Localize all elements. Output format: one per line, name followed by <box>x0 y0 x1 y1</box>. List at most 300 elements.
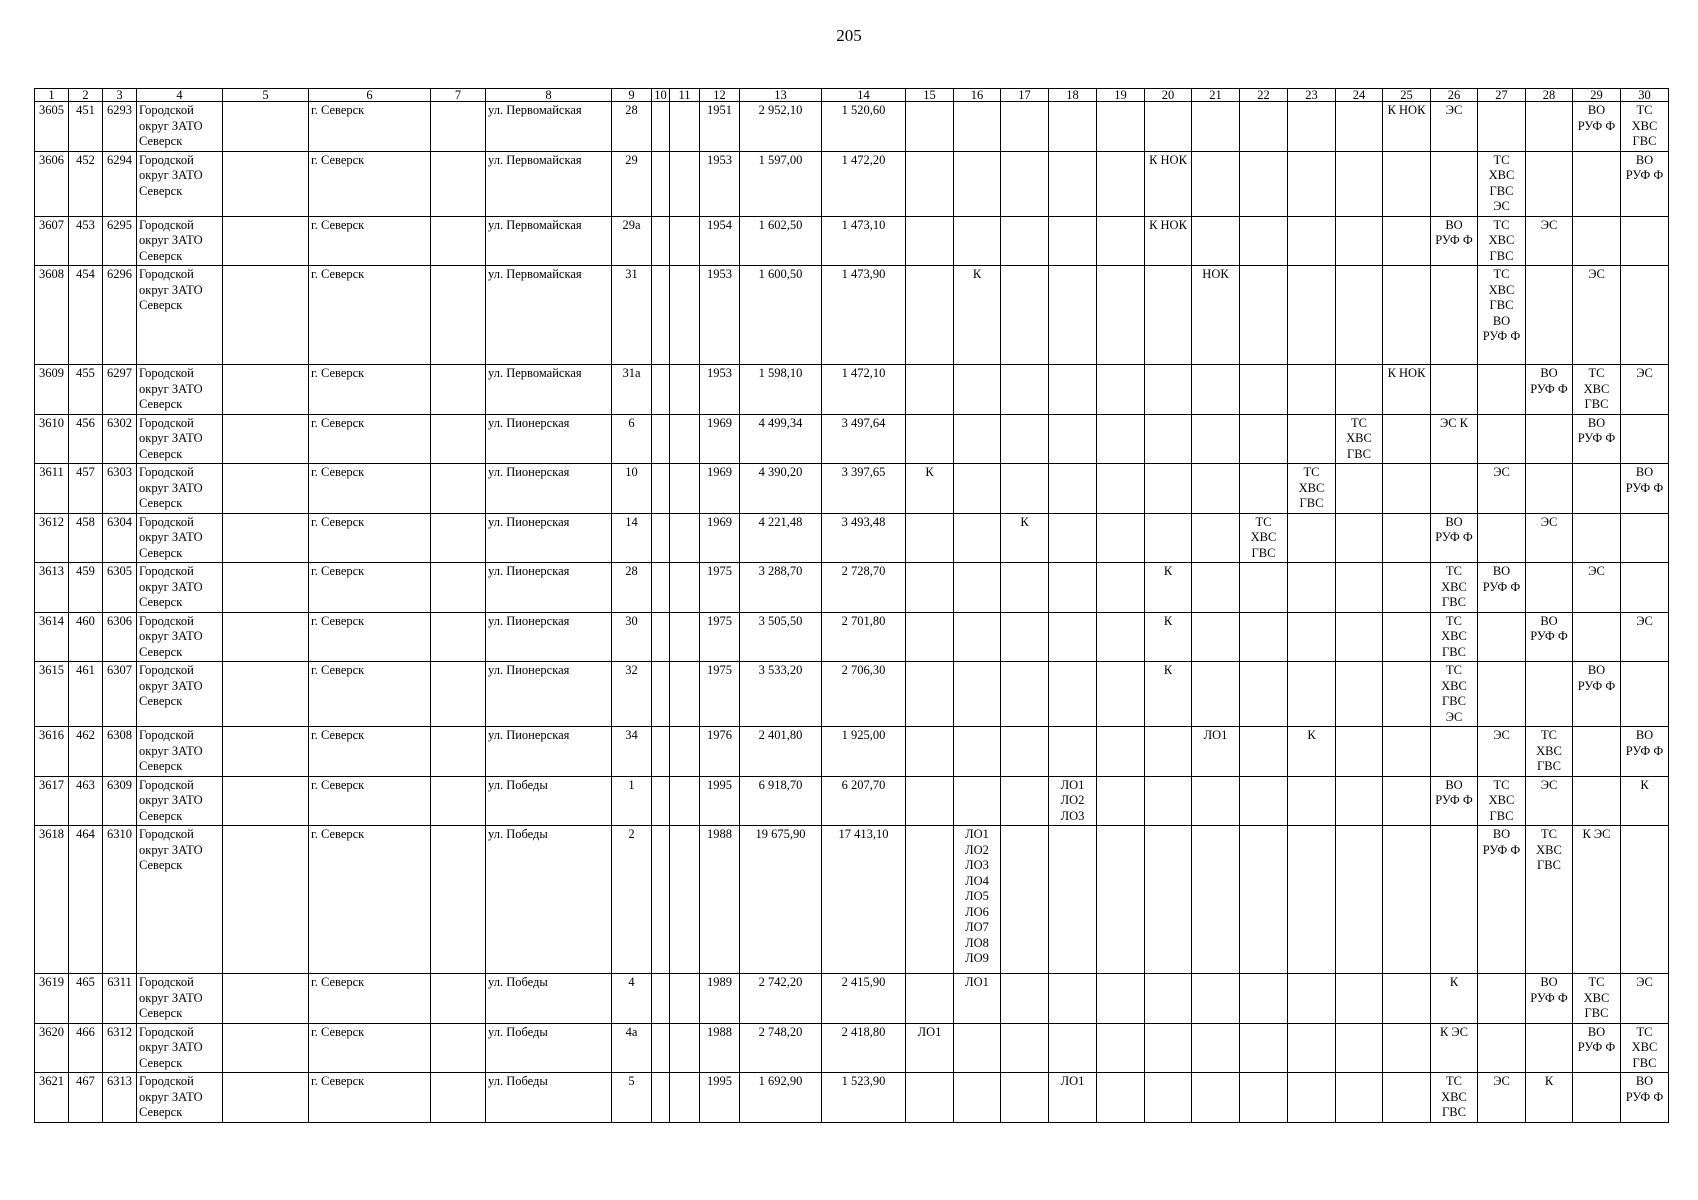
cell-line: РУФ Ф <box>1625 480 1664 495</box>
cell-line: ЛО4 <box>965 873 989 888</box>
table-cell: 1969 <box>700 464 740 514</box>
table-cell <box>1049 365 1097 415</box>
table-cell <box>1192 464 1240 514</box>
table-cell: 457 <box>69 464 103 514</box>
cell-line: ХВС <box>1441 678 1467 693</box>
table-cell <box>1049 662 1097 727</box>
table-cell: К <box>1145 662 1192 727</box>
table-cell: К ЭС <box>1573 826 1621 974</box>
table-row <box>35 1073 1669 1123</box>
table-row <box>35 513 1669 563</box>
table-cell: 3618 <box>35 826 69 974</box>
table-cell <box>1478 612 1526 662</box>
table-cell <box>1478 216 1526 266</box>
table-cell: 456 <box>69 414 103 464</box>
cell-line: ТС <box>1303 465 1320 479</box>
cell-line: ТС <box>1493 267 1510 281</box>
table-cell <box>906 365 954 415</box>
table-cell <box>223 266 309 365</box>
table-cell: ул. Победы <box>486 826 612 974</box>
table-cell <box>1001 414 1049 464</box>
table-cell: ул. Первомайская <box>486 266 612 365</box>
table-cell <box>1621 266 1669 365</box>
cell-line: Городской <box>139 1024 194 1039</box>
table-cell <box>1145 464 1192 514</box>
cell-line: Северск <box>139 545 183 560</box>
table-cell <box>652 776 670 826</box>
table-cell: 1969 <box>700 513 740 563</box>
table-cell <box>1049 266 1097 365</box>
cell-line: ВО <box>1492 827 1511 841</box>
cell-line: ВО <box>1587 663 1606 677</box>
header-row <box>35 89 1669 102</box>
table-cell <box>223 612 309 662</box>
table-cell <box>1288 776 1336 826</box>
table-cell: ЭС <box>1431 102 1478 152</box>
cell-line: ГВС <box>1632 1055 1657 1070</box>
table-cell <box>223 513 309 563</box>
table-cell: 3614 <box>35 612 69 662</box>
table-cell <box>670 513 700 563</box>
cell-line: Северск <box>139 496 183 510</box>
cell-line: РУФ Ф <box>1482 579 1521 594</box>
table-cell: ул. Пионерская <box>486 612 612 662</box>
cell-line: ГВС <box>1584 397 1609 411</box>
cell-line: Городской <box>139 1074 194 1088</box>
cell-line: ЛО9 <box>965 951 989 965</box>
cell-line: ХВС <box>1298 480 1325 495</box>
table-cell <box>1288 513 1336 563</box>
table-cell <box>670 563 700 613</box>
table-cell <box>906 612 954 662</box>
cell-line: ТС <box>1255 514 1272 529</box>
cell-line: ГВС <box>1442 644 1466 659</box>
table-cell <box>652 727 670 777</box>
table-cell: ул. Первомайская <box>486 365 612 415</box>
table-cell <box>1192 102 1240 152</box>
cell-line: Северск <box>139 694 183 708</box>
table-cell <box>1431 1073 1478 1123</box>
table-cell <box>670 826 700 974</box>
cell-line: ВО <box>1492 313 1511 328</box>
column-header: 19 <box>1097 89 1145 102</box>
table-cell <box>1336 826 1383 974</box>
cell-line: Северск <box>139 298 183 312</box>
table-cell <box>1573 727 1621 777</box>
table-cell <box>1621 216 1669 266</box>
table-cell <box>431 662 486 727</box>
table-cell: 2 748,20 <box>740 1023 822 1073</box>
table-cell <box>137 1023 223 1073</box>
table-cell <box>431 365 486 415</box>
table-cell <box>1097 102 1145 152</box>
table-cell: 6306 <box>103 612 137 662</box>
table-cell <box>652 826 670 974</box>
table-cell: 1989 <box>700 974 740 1024</box>
cell-line: Северск <box>139 1006 183 1020</box>
table-cell <box>1621 826 1669 974</box>
table-cell <box>1288 974 1336 1024</box>
table-cell <box>1431 513 1478 563</box>
table-cell <box>1336 151 1383 216</box>
cell-line: Северск <box>139 446 183 461</box>
cell-line: Городской <box>139 663 194 677</box>
table-cell <box>1049 151 1097 216</box>
table-cell <box>652 464 670 514</box>
table-cell: 10 <box>612 464 652 514</box>
table-cell <box>1001 662 1049 727</box>
table-cell <box>1240 826 1288 974</box>
table-cell <box>906 266 954 365</box>
table-cell <box>1097 1023 1145 1073</box>
table-cell <box>137 776 223 826</box>
table-cell <box>1383 776 1431 826</box>
table-cell: К НОК <box>1383 365 1431 415</box>
table-cell: ул. Пионерская <box>486 464 612 514</box>
cell-line: округ ЗАТО <box>139 530 203 544</box>
table-cell <box>1097 216 1145 266</box>
table-cell: 454 <box>69 266 103 365</box>
table-cell <box>1240 612 1288 662</box>
table-cell <box>670 612 700 662</box>
column-header: 30 <box>1621 89 1669 102</box>
table-cell: г. Северск <box>309 612 431 662</box>
table-cell: 1 520,60 <box>822 102 906 152</box>
table-cell <box>1336 464 1383 514</box>
table-cell: 3608 <box>35 266 69 365</box>
table-cell <box>1383 826 1431 974</box>
table-cell <box>1431 662 1478 727</box>
table-cell <box>1288 365 1336 415</box>
table-cell: 3605 <box>35 102 69 152</box>
table-cell: 6305 <box>103 563 137 613</box>
table-cell <box>1431 776 1478 826</box>
cell-line: ТС <box>1351 415 1367 430</box>
table-cell <box>954 662 1001 727</box>
table-cell <box>1383 974 1431 1024</box>
table-cell: 32 <box>612 662 652 727</box>
cell-line: Северск <box>139 248 183 263</box>
table-cell: 1995 <box>700 776 740 826</box>
cell-line: ВО <box>1635 728 1654 742</box>
cell-line: РУФ Ф <box>1482 329 1521 343</box>
table-cell <box>954 727 1001 777</box>
table-cell: 3613 <box>35 563 69 613</box>
cell-line: ВО <box>1540 975 1558 989</box>
column-header: 15 <box>906 89 954 102</box>
cell-line: РУФ Ф <box>1577 118 1616 133</box>
cell-line: ЛО3 <box>1060 808 1085 823</box>
column-header: 10 <box>652 89 670 102</box>
cell-line: Городской <box>139 827 194 841</box>
cell-line: РУФ Ф <box>1530 381 1568 396</box>
cell-line: Городской <box>139 975 194 989</box>
cell-line: Северск <box>139 858 183 872</box>
table-cell: ул. Пионерская <box>486 563 612 613</box>
cell-line: ХВС <box>1631 1040 1658 1054</box>
table-cell <box>1336 974 1383 1024</box>
cell-line: Городской <box>139 465 194 479</box>
table-cell <box>906 151 954 216</box>
table-cell <box>1336 365 1383 415</box>
cell-line: РУФ Ф <box>1435 530 1473 544</box>
table-cell: 3620 <box>35 1023 69 1073</box>
table-cell <box>1526 365 1573 415</box>
table-cell <box>1383 662 1431 727</box>
table-cell <box>1097 612 1145 662</box>
table-cell: К НОК <box>1383 102 1431 152</box>
table-cell: 1951 <box>700 102 740 152</box>
cell-line: округ ЗАТО <box>139 480 203 495</box>
table-cell: 466 <box>69 1023 103 1073</box>
table-cell <box>1001 776 1049 826</box>
cell-line: ВО <box>1635 465 1654 479</box>
table-cell <box>431 102 486 152</box>
table-cell: К <box>1526 1073 1573 1123</box>
table-cell <box>137 464 223 514</box>
table-cell: 1995 <box>700 1073 740 1123</box>
page-number: 205 <box>836 26 862 45</box>
table-cell: г. Северск <box>309 776 431 826</box>
table-cell <box>1526 727 1573 777</box>
column-header: 9 <box>612 89 652 102</box>
table-cell: 3616 <box>35 727 69 777</box>
table-cell <box>1526 974 1573 1024</box>
cell-line: РУФ Ф <box>1625 168 1664 182</box>
table-cell <box>1573 464 1621 514</box>
table-cell <box>652 1023 670 1073</box>
table-cell: 455 <box>69 365 103 415</box>
table-cell: 3621 <box>35 1073 69 1123</box>
table-cell: 1 472,10 <box>822 365 906 415</box>
table-cell: г. Северск <box>309 662 431 727</box>
table-cell <box>1145 1073 1192 1123</box>
table-cell: 1 598,10 <box>740 365 822 415</box>
table-row <box>35 612 1669 662</box>
cell-line: ВО <box>1540 613 1558 628</box>
table-row <box>35 1023 1669 1073</box>
table-cell <box>431 727 486 777</box>
cell-line: ХВС <box>1631 118 1658 133</box>
table-cell: 452 <box>69 151 103 216</box>
table-cell <box>954 826 1001 974</box>
table-cell: г. Северск <box>309 826 431 974</box>
table-cell <box>652 414 670 464</box>
table-cell <box>1049 826 1097 974</box>
table-row <box>35 365 1669 415</box>
table-cell <box>1240 776 1288 826</box>
table-cell: г. Северск <box>309 102 431 152</box>
table-cell <box>1145 365 1192 415</box>
table-cell: 1 473,90 <box>822 266 906 365</box>
table-cell: 1 602,50 <box>740 216 822 266</box>
table-cell <box>906 776 954 826</box>
cell-line: ВО <box>1587 103 1606 117</box>
table-cell: ЛО1 <box>906 1023 954 1073</box>
table-cell: 1975 <box>700 563 740 613</box>
table-cell <box>954 563 1001 613</box>
column-header: 29 <box>1573 89 1621 102</box>
cell-line: ГВС <box>1347 446 1371 461</box>
table-cell <box>670 216 700 266</box>
table-cell <box>1097 266 1145 365</box>
table-cell <box>1383 563 1431 613</box>
table-cell <box>1526 662 1573 727</box>
table-cell <box>1240 727 1288 777</box>
table-cell: 1988 <box>700 826 740 974</box>
cell-line: ХВС <box>1583 990 1610 1005</box>
table-cell: 453 <box>69 216 103 266</box>
table-cell <box>1097 151 1145 216</box>
table-cell: 467 <box>69 1073 103 1123</box>
cell-line: Северск <box>139 595 183 609</box>
table-cell: 459 <box>69 563 103 613</box>
table-cell <box>1240 513 1288 563</box>
table-cell: 6311 <box>103 974 137 1024</box>
table-cell: К ЭС <box>1431 1023 1478 1073</box>
table-body <box>35 102 1669 1123</box>
table-cell: 1 600,50 <box>740 266 822 365</box>
table-cell: 3 288,70 <box>740 563 822 613</box>
table-cell: К <box>954 266 1001 365</box>
cell-line: округ ЗАТО <box>139 381 203 396</box>
table-cell <box>1526 612 1573 662</box>
table-cell: НОК <box>1192 266 1240 365</box>
table-cell: ЭС <box>1478 464 1526 514</box>
cell-line: ГВС <box>1584 1006 1609 1020</box>
cell-line: Северск <box>139 183 183 198</box>
table-cell <box>1192 1073 1240 1123</box>
table-cell: г. Северск <box>309 365 431 415</box>
cell-line: ВО <box>1587 415 1606 430</box>
table-cell <box>223 414 309 464</box>
table-cell: 6296 <box>103 266 137 365</box>
cell-line: Городской <box>139 564 194 578</box>
table-cell: 2 <box>612 826 652 974</box>
table-cell <box>431 1073 486 1123</box>
table-cell <box>1383 612 1431 662</box>
cell-line: ГВС <box>1632 134 1657 148</box>
table-cell: г. Северск <box>309 216 431 266</box>
table-cell <box>1097 776 1145 826</box>
table-cell <box>1526 464 1573 514</box>
table-cell: 2 952,10 <box>740 102 822 152</box>
cell-line: округ ЗАТО <box>139 842 203 857</box>
table-cell <box>1049 1023 1097 1073</box>
table-cell: ул. Пионерская <box>486 414 612 464</box>
table-cell: 1953 <box>700 365 740 415</box>
table-cell <box>431 151 486 216</box>
table-cell <box>137 513 223 563</box>
table-cell <box>652 563 670 613</box>
table-cell: 6297 <box>103 365 137 415</box>
table-cell: ул. Пионерская <box>486 513 612 563</box>
table-cell <box>431 612 486 662</box>
table-cell <box>1383 1023 1431 1073</box>
table-cell: 3609 <box>35 365 69 415</box>
table-row <box>35 826 1669 974</box>
column-header: 11 <box>670 89 700 102</box>
table-cell <box>1383 216 1431 266</box>
table-cell: 463 <box>69 776 103 826</box>
table-cell: 1 925,00 <box>822 727 906 777</box>
table-cell <box>1336 612 1383 662</box>
column-header: 23 <box>1288 89 1336 102</box>
table-cell: 1953 <box>700 151 740 216</box>
table-cell <box>1336 513 1383 563</box>
table-cell <box>906 563 954 613</box>
cell-line: Северск <box>139 759 183 773</box>
table-cell <box>1049 563 1097 613</box>
cell-line: ВО <box>1492 564 1511 578</box>
cell-line: Северск <box>139 1055 183 1070</box>
cell-line: ТС <box>1636 103 1653 117</box>
table-cell: 6309 <box>103 776 137 826</box>
table-cell <box>1573 1073 1621 1123</box>
cell-line: Городской <box>139 613 194 628</box>
table-cell: 6293 <box>103 102 137 152</box>
cell-line: ГВС <box>1489 183 1514 198</box>
table-cell <box>1049 414 1097 464</box>
table-cell: 1969 <box>700 414 740 464</box>
table-cell <box>137 662 223 727</box>
table-cell <box>906 513 954 563</box>
table-cell <box>1478 826 1526 974</box>
cell-line: ВО <box>1445 217 1463 232</box>
table-cell <box>431 414 486 464</box>
table-cell: 6 <box>612 414 652 464</box>
table-cell <box>1336 563 1383 613</box>
column-header: 16 <box>954 89 1001 102</box>
table-cell <box>1001 464 1049 514</box>
table-cell: ЭС <box>1573 563 1621 613</box>
table-row <box>35 102 1669 152</box>
table-cell <box>1240 266 1288 365</box>
table-cell <box>1573 776 1621 826</box>
table-cell: г. Северск <box>309 151 431 216</box>
table-cell <box>906 1073 954 1123</box>
table-cell: 1976 <box>700 727 740 777</box>
table-row <box>35 216 1669 266</box>
table-cell <box>137 365 223 415</box>
table-cell <box>1383 513 1431 563</box>
cell-line: ТС <box>1493 152 1510 167</box>
column-header: 13 <box>740 89 822 102</box>
table-cell: ул. Победы <box>486 776 612 826</box>
table-cell <box>1573 974 1621 1024</box>
table-cell: К <box>906 464 954 514</box>
table-cell <box>1336 1073 1383 1123</box>
cell-line: ХВС <box>1488 168 1515 182</box>
table-cell <box>1526 151 1573 216</box>
cell-line: ТС <box>1636 1024 1653 1039</box>
table-cell <box>1097 563 1145 613</box>
cell-line: ЛО6 <box>965 904 989 919</box>
table-cell <box>431 513 486 563</box>
table-cell <box>1431 727 1478 777</box>
column-header: 28 <box>1526 89 1573 102</box>
cell-line: ТС <box>1446 1074 1462 1088</box>
table-cell <box>1621 151 1669 216</box>
table-cell <box>1001 216 1049 266</box>
cell-line: ГВС <box>1489 248 1514 263</box>
table-cell <box>670 727 700 777</box>
table-cell: 3607 <box>35 216 69 266</box>
table-cell <box>1573 216 1621 266</box>
table-cell <box>652 1073 670 1123</box>
table-cell <box>1288 612 1336 662</box>
column-header: 2 <box>69 89 103 102</box>
